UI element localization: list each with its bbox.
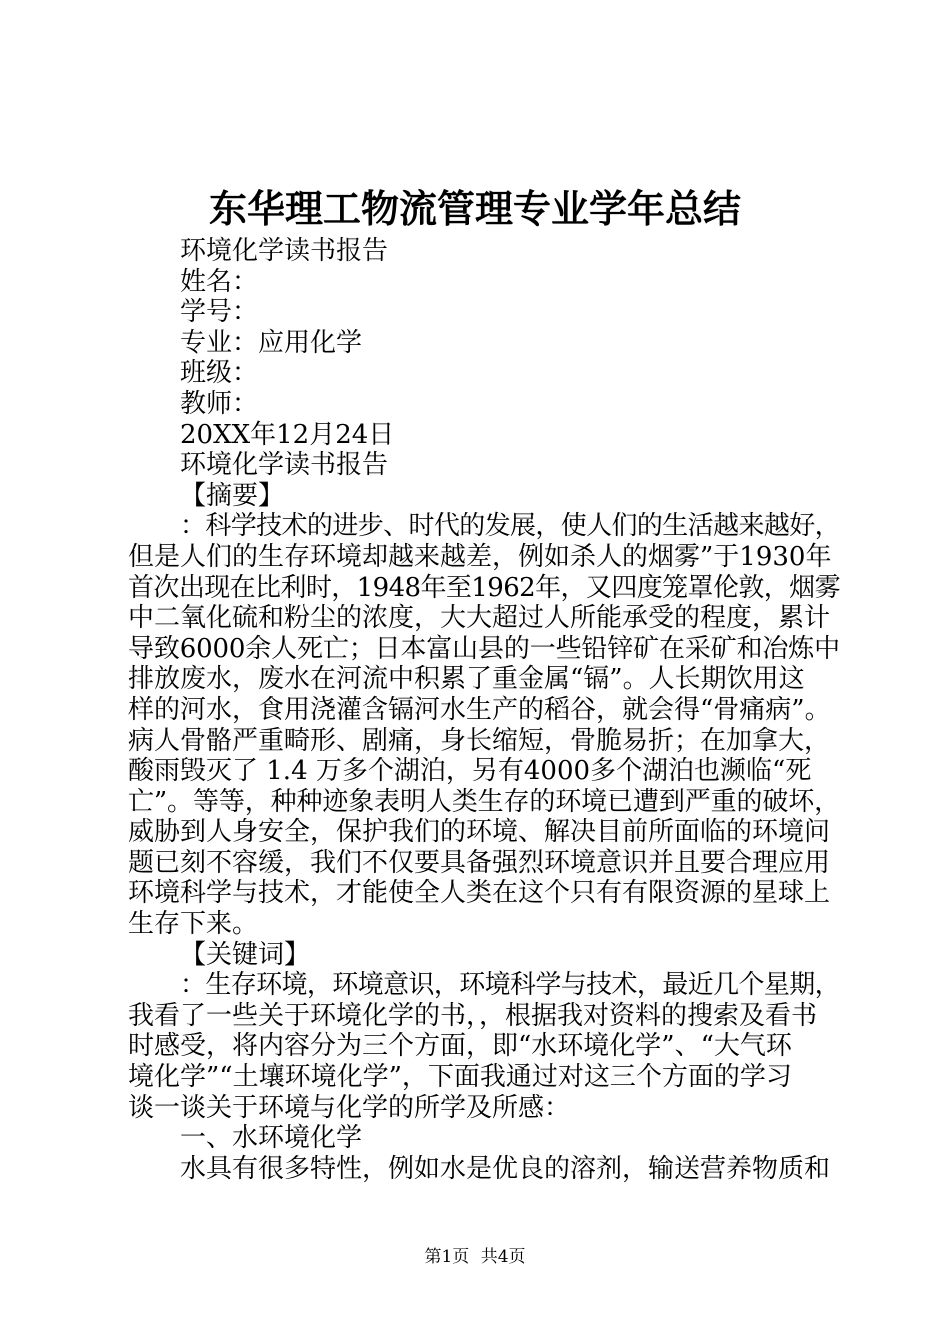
page-total: 共4页 — [480, 1247, 526, 1267]
text-line: 生存下来。 — [128, 909, 259, 940]
text-line: 威胁到人身安全，保护我们的环境、解决目前所面临的环境问 — [128, 817, 831, 848]
text-line: 【关键词】 — [180, 939, 311, 970]
text-line: 一、水环境化学 — [180, 1123, 363, 1154]
text-line: 【摘要】 — [180, 480, 285, 511]
text-line: 水具有很多特性，例如水是优良的溶剂，输送营养物质和 — [180, 1153, 831, 1184]
text-line: 样的河水，食用浇灌含镉河水生产的稻谷，就会得“骨痛病”。 — [128, 694, 831, 725]
text-line: 教师： — [180, 388, 259, 419]
text-line: 学号： — [180, 297, 259, 328]
page-title: 东华理工物流管理专业学年总结 — [208, 186, 741, 231]
text-line: ：科学技术的进步、时代的发展，使人们的生活越来越好， — [180, 511, 840, 542]
page-number: 第1页 — [424, 1247, 470, 1267]
text-line: 我看了一些关于环境化学的书，，根据我对资料的搜索及看书 — [128, 1000, 818, 1031]
text-line: 境化学”“土壤环境化学”，下面我通过对这三个方面的学习 — [128, 1062, 792, 1093]
text-line: 姓名： — [180, 266, 259, 297]
text-line: 20XX年12月24日 — [180, 419, 395, 450]
text-line: 时感受，将内容分为三个方面，即“水环境化学”、“大气环 — [128, 1031, 792, 1062]
page-footer — [0, 1245, 950, 1269]
text-line: 班级： — [180, 358, 259, 389]
text-line: 中二氧化硫和粉尘的浓度，大大超过人所能承受的程度，累计 — [128, 603, 831, 634]
text-line: 专业：应用化学 — [180, 327, 363, 358]
text-line: 题已刻不容缓，我们不仅要具备强烈环境意识并且要合理应用 — [128, 847, 831, 878]
document-body — [128, 236, 840, 1184]
text-line: 亡”。等等，种种迹象表明人类生存的环境已遭到严重的破坏， — [128, 786, 840, 817]
text-line: 环境科学与技术，才能使全人类在这个只有有限资源的星球上 — [128, 878, 831, 909]
text-line: 环境化学读书报告 — [180, 450, 389, 481]
text-line: ：生存环境，环境意识，环境科学与技术，最近几个星期， — [180, 970, 840, 1001]
text-line: 首次出现在比利时，1948年至1962年，又四度笼罩伦敦，烟雾 — [128, 572, 840, 603]
text-line: 环境化学读书报告 — [180, 236, 389, 266]
text-line: 但是人们的生存环境却越来越差，例如杀人的烟雾”于1930年 — [128, 541, 832, 572]
text-line: 酸雨毁灭了 1.4 万多个湖泊，另有4000多个湖泊也濒临“死 — [128, 756, 812, 787]
text-line: 谈一谈关于环境与化学的所学及所感： — [128, 1092, 571, 1123]
text-line: 排放废水，废水在河流中积累了重金属“镉”。人长期饮用这 — [128, 664, 805, 695]
text-line: 病人骨骼严重畸形、剧痛，身长缩短，骨脆易折；在加拿大， — [128, 725, 831, 756]
text-line: 导致6000余人死亡；日本富山县的一些铅锌矿在采矿和冶炼中 — [128, 633, 840, 664]
